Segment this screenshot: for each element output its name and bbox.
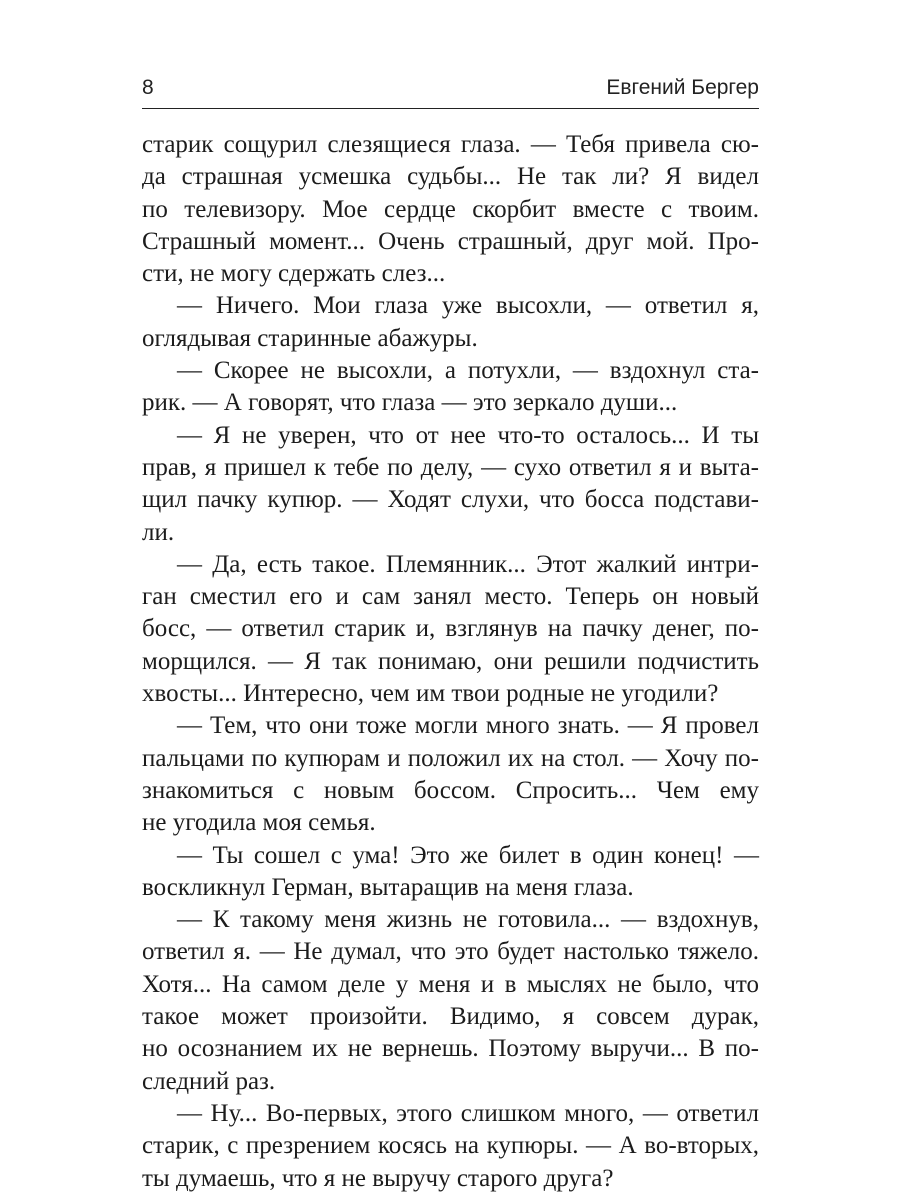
text-line: Страшный момент... Очень страшный, друг мой. Про-: [142, 227, 759, 255]
text-line: — Скорее не высохли, а потухли, — вздохнул ста-: [177, 357, 759, 385]
text-line: ли.: [142, 518, 175, 546]
text-line: знакомиться с новым боссом. Спросить... Чем ему: [142, 776, 759, 804]
text-line: оглядывая старинные абажуры.: [142, 324, 478, 352]
text-line: — К такому меня жизнь не готовила... — вздохнув,: [177, 906, 759, 934]
text-line: Хотя... На самом деле у меня и в мыслях не было, что: [142, 970, 759, 998]
text-line: — Ну... Во-первых, этого слишком много, — ответил: [177, 1099, 759, 1127]
text-line: рик. — А говорят, что глаза — это зеркало души...: [142, 389, 678, 417]
text-line: — Да, есть такое. Племянник... Этот жалкий интри-: [177, 550, 759, 578]
text-line: — Ты сошел с ума! Это же билет в один конец! —: [177, 841, 759, 869]
paragraph: [142, 904, 759, 1098]
running-header: [142, 74, 759, 104]
text-line: босс, — ответил старик и, взглянув на пачку денег, по-: [142, 615, 759, 643]
paragraph: [142, 129, 759, 290]
text-line: щил пачку купюр. — Ходят слухи, что босса подстави-: [142, 486, 759, 514]
text-line: — Я не уверен, что от нее что-то осталось... И ты: [177, 421, 759, 449]
text-line: но осознанием их не вернешь. Поэтому выручи... В по-: [142, 1035, 759, 1063]
text-line: морщился. — Я так понимаю, они решили подчистить: [142, 647, 759, 675]
page-number: 8: [142, 76, 154, 99]
body-text: [142, 129, 759, 1195]
text-line: сти, не могу сдержать слез...: [142, 260, 446, 288]
text-line: старик, с презрением косясь на купюры. — А во-вторых,: [142, 1132, 759, 1160]
paragraph: [142, 290, 759, 355]
text-line: ответил я. — Не думал, что это будет настолько тяжело.: [142, 938, 759, 966]
text-line: воскликнул Герман, вытаращив на меня глаза.: [142, 873, 634, 901]
text-line: ган сместил его и сам занял место. Теперь он новый: [142, 583, 759, 611]
text-line: хвосты... Интересно, чем им твои родные не угодили?: [142, 680, 719, 708]
text-line: по телевизору. Мое сердце скорбит вместе с твоим.: [142, 195, 759, 223]
paragraph: [142, 1098, 759, 1195]
header-rule: [142, 108, 759, 109]
text-line: следний раз.: [142, 1067, 276, 1095]
text-line: — Ничего. Мои глаза уже высохли, — ответил я,: [177, 292, 759, 320]
text-line: — Тем, что они тоже могли много знать. — Я провел: [177, 712, 759, 740]
text-line: старик сощурил слезящиеся глаза. — Тебя привела сю-: [142, 131, 759, 158]
text-line: ты думаешь, что я не выручу старого друга?: [142, 1164, 614, 1192]
paragraph: [142, 710, 759, 839]
text-line: такое может произойти. Видимо, я совсем дурак,: [142, 1003, 759, 1031]
text-line: прав, я пришел к тебе по делу, — сухо ответил я и выта-: [142, 453, 759, 481]
book-page: [142, 0, 759, 1200]
paragraph: [142, 549, 759, 710]
running-title: Евгений Бергер: [606, 76, 759, 99]
text-line: да страшная усмешка судьбы... Не так ли? Я видел: [142, 163, 759, 191]
paragraph: [142, 355, 759, 420]
text-line: не угодила моя семья.: [142, 809, 376, 837]
paragraph: [142, 420, 759, 549]
text-line: пальцами по купюрам и положил их на стол. — Хочу по-: [142, 744, 759, 772]
paragraph: [142, 840, 759, 905]
